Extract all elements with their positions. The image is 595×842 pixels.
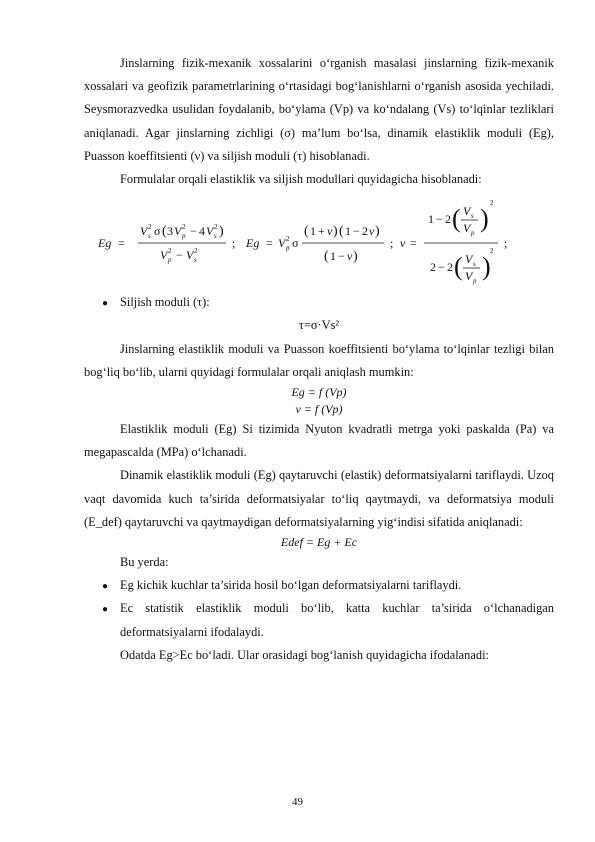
bullet-dot-icon: ● — [102, 298, 109, 310]
rparen-6: ) — [482, 252, 491, 282]
vs-1-sup: 2 — [148, 223, 152, 232]
minus-3: − — [353, 224, 360, 239]
equals-1: = — [118, 236, 125, 251]
equation-nu: ν = f (Vp) — [295, 402, 343, 417]
semicolon-1: ; — [232, 236, 236, 251]
formula-tau: τ=σ·Vs² — [298, 318, 340, 333]
lparen-6: ( — [454, 252, 463, 282]
rparen-2: ) — [333, 224, 338, 240]
deformation-paragraph: Dinamik elastiklik moduli (Eg) qaytaruvchi (elastik) deformatsiyalarni tariflaydi. Uzoq vaqt davomida kuch ta’sirida deformatsiyalar to‘liq qaytmaydi, va deformatsiya moduli (E_def) qaytaruvchi va qaytmaydigan deformatsiyalarning yig‘indisi sifatida aniqlanadi: — [84, 468, 554, 529]
nu-lhs: ν — [400, 236, 406, 251]
velocity-paragraph: Jinslarning elastiklik moduli va Puasson koeffitsienti bo‘ylama to‘lqinlar tezligi bilan bog‘liq bo‘lib, ularni quyidagi formulalar orqali aniqlash mumkin: — [84, 341, 554, 379]
minus-6: − — [438, 260, 445, 275]
equation-eg: Eg = f (Vp) — [291, 385, 347, 400]
lparen-2: ( — [304, 224, 309, 240]
vp-2-sup: 2 — [168, 247, 172, 256]
sup-outer-2: 2 — [490, 247, 494, 256]
vp-3: V — [278, 236, 286, 251]
eg-label-2: Eg — [246, 236, 260, 251]
minus-4: − — [338, 249, 345, 264]
relation-paragraph: Odatda Eg>Ec bo‘ladi. Ular orasidagi bog‘lanish quyidagicha ifodalanadi: — [120, 647, 489, 662]
vp-1: V — [174, 224, 182, 239]
lparen-5: ( — [452, 204, 461, 234]
two-3: 2 — [430, 260, 436, 275]
plus-1: + — [318, 224, 325, 239]
units-paragraph: Elastiklik moduli (Eg) Si tizimida Nyuton kvadratli metrga yoki paskalda (Pa) va megapascalda (MPa) o‘lchanadi. — [84, 422, 554, 460]
vs-3-sup: 2 — [194, 247, 198, 256]
rparen-1: ) — [219, 224, 224, 240]
intro-paragraph: Jinslarning fizik-mexanik xossalarini o‘rganish masalasi jinslarning fizik-mexanik xossalari va geofizik parametrlarining o‘rtasidagi bog‘lanishlarni o‘rganish asosida yechiladi. Seysmorazvedka usulidan foydalanib, bo‘ylama (Vp) va ko‘ndalang (Vs) to‘lqinlar tezliklari aniqlanadi. Agar jinslarning zichligi (σ) ma’lum bo‘lsa, dinamik elastiklik moduli (Eg), Puasson koeffitsienti (ν) va siljish moduli (τ) hisoblanadi. — [84, 56, 554, 163]
vp-5: V — [465, 269, 473, 284]
one-3: 1 — [330, 249, 336, 264]
vs-1: V — [140, 224, 148, 239]
formula-svg — [94, 193, 534, 289]
where-label: Bu yerda: — [120, 555, 169, 570]
nu-3: ν — [347, 249, 353, 264]
vs-4: V — [463, 204, 471, 219]
vp-4: V — [463, 221, 471, 236]
eg-label-1: Eg — [98, 236, 112, 251]
semicolon-2: ; — [390, 236, 394, 251]
rparen-4: ) — [353, 249, 358, 265]
one-2: 1 — [345, 224, 351, 239]
two-4: 2 — [447, 260, 453, 275]
two-1: 2 — [362, 224, 368, 239]
vp-4-sub: p — [471, 229, 475, 238]
minus-2: − — [176, 248, 183, 263]
nu-2: ν — [369, 224, 375, 239]
bullet-ec — [102, 597, 554, 643]
equals-2: = — [266, 236, 273, 251]
three: 3 — [167, 224, 173, 239]
semicolon-3: ; — [504, 236, 508, 251]
vp-1-sub: p — [182, 232, 186, 241]
vp-2-sub: p — [168, 256, 172, 265]
page-content — [84, 52, 554, 667]
vs-5-sub: s — [473, 260, 476, 269]
vp-2: V — [160, 248, 168, 263]
lparen-4: ( — [324, 249, 329, 265]
vs-3: V — [186, 248, 194, 263]
one-4: 1 — [428, 212, 434, 227]
equals-3: = — [410, 236, 417, 251]
vs-5: V — [465, 252, 473, 267]
formula-intro-paragraph: Formulalar orqali elastiklik va siljish modullari quyidagicha hisoblanadi: — [120, 172, 482, 187]
vs-1-sub: s — [148, 232, 151, 241]
bullet-text: Eg kichik kuchlar ta’sirida hosil bo‘lgan deformatsiyalarni tariflaydi. — [120, 578, 462, 593]
two-2: 2 — [445, 212, 451, 227]
vp-3-sub: p — [286, 244, 290, 253]
equation-edef: Edef = Eg + Ec — [280, 535, 358, 550]
vp-3-sup: 2 — [286, 235, 290, 244]
vs-4-sub: s — [471, 212, 474, 221]
lparen-3: ( — [339, 224, 344, 240]
sup-outer-1: 2 — [490, 199, 494, 208]
bullet-text: Siljish moduli (τ): — [120, 295, 210, 310]
rparen-5: ) — [480, 204, 489, 234]
page-number: 49 — [292, 796, 303, 808]
vs-3-sub: s — [194, 256, 197, 265]
one-1: 1 — [310, 224, 316, 239]
minus-1: − — [190, 224, 197, 239]
lparen-1: ( — [162, 224, 167, 240]
bullet-eg — [102, 574, 554, 597]
sigma-2: σ — [292, 236, 299, 251]
bullet-shear-modulus — [102, 291, 554, 314]
minus-5: − — [436, 212, 443, 227]
bullet-dot-icon: ● — [102, 604, 109, 616]
vs-2-sub: s — [214, 232, 217, 241]
rparen-3: ) — [375, 224, 380, 240]
bullet-text: Ec statistik elastiklik moduli bo‘lib, katta kuchlar ta’sirida o‘lchanadigan deformatsiyalarni ifodalaydi. — [120, 601, 554, 639]
vp-5-sub: p — [473, 277, 477, 286]
four: 4 — [199, 224, 205, 239]
elastic-formulas — [74, 191, 554, 291]
sigma-1: σ — [154, 224, 161, 239]
vp-1-sup: 2 — [182, 223, 186, 232]
vs-2: V — [206, 224, 214, 239]
bullet-dot-icon: ● — [102, 581, 109, 593]
vs-2-sup: 2 — [214, 223, 218, 232]
nu-1: ν — [327, 224, 333, 239]
